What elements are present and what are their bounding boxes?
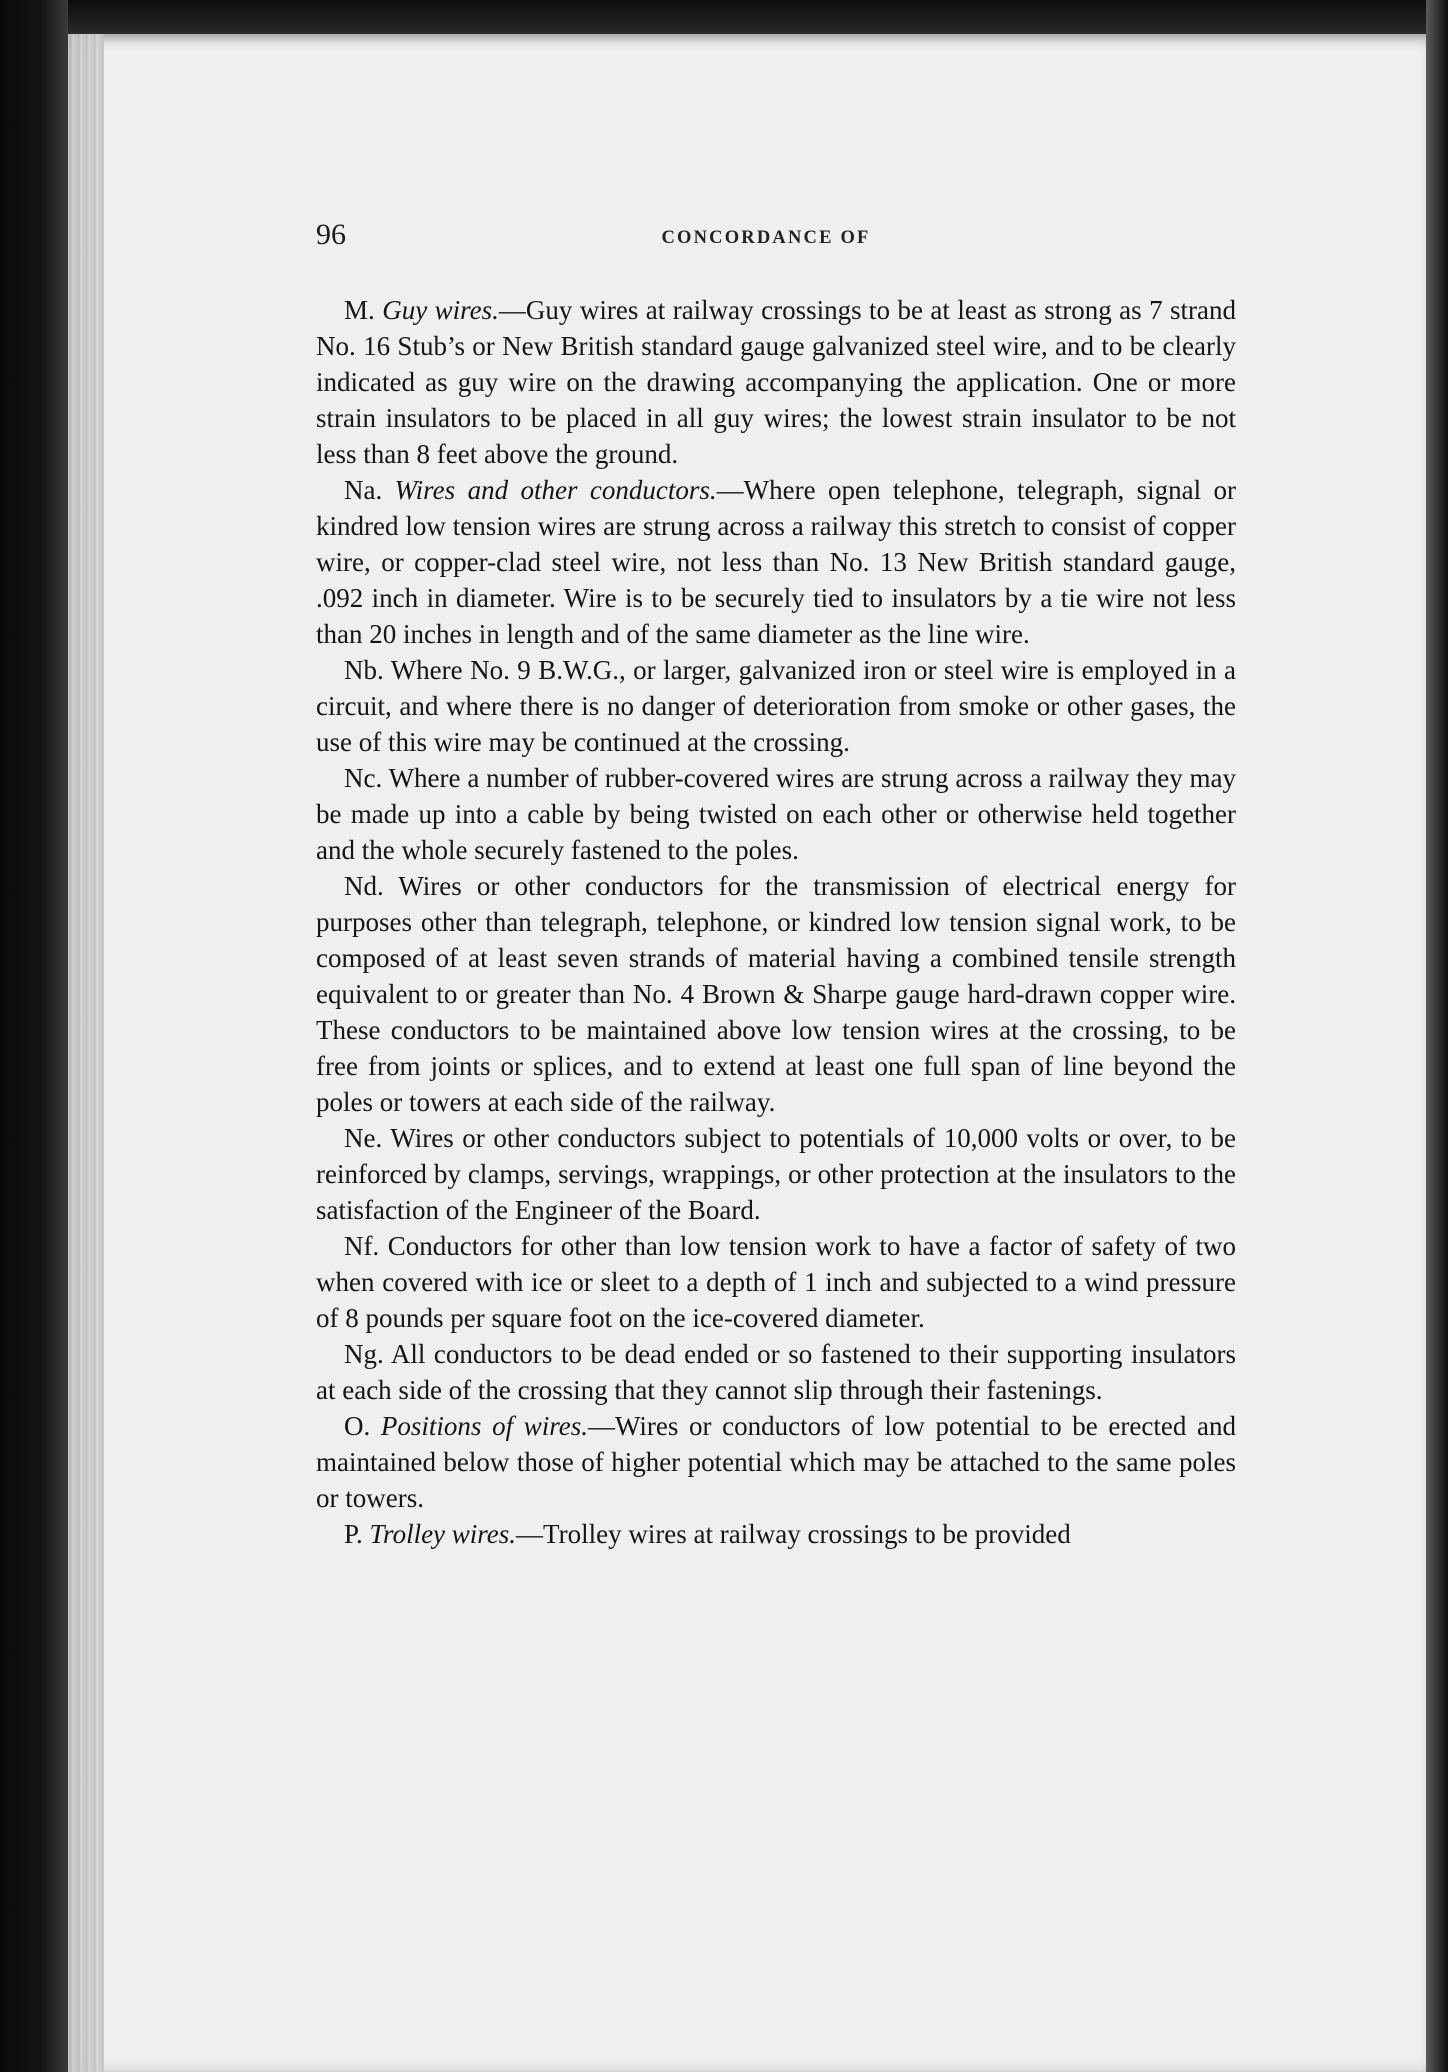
paragraph-text: Where No. 9 B.W.G., or larger, galvanized iron or steel wire is employed in a circuit, and where there is no danger of deterioration from smoke or other gases, the use of this wire may be continued at the crossing. (316, 655, 1236, 757)
paragraph-nd (316, 868, 1236, 1120)
paragraph-p: P. Trolley wires.—Trolley wires at railway crossings to be provided (344, 1519, 1071, 1549)
paragraph-label: Na. (344, 475, 383, 505)
paragraph-nf (316, 1228, 1236, 1336)
scan-border-left (0, 0, 68, 2072)
paragraph-ne (316, 1120, 1236, 1228)
paragraph-heading: Wires and other conductors. (394, 475, 717, 505)
paragraph-label: Nb. (344, 655, 384, 685)
paragraph-label: Nf. (344, 1231, 380, 1261)
paragraph-m: M. Guy wires.—Guy wires at railway crossings to be at least as strong as 7 strand No. 16 Stub’s or New British standard gauge galvanized steel wire, and to be clearly indicated as guy wire on the drawing accompanying the application. One or more strain insulators to be placed in all guy wires; the lowest strain insulator to be not less than 8 feet above the ground. (316, 295, 1237, 469)
paragraph-heading: Trolley wires. (369, 1519, 517, 1549)
scan-border-top (0, 0, 1448, 34)
paragraph-text: Guy wires at railway crossings to be at least as strong as 7 strand No. 16 Stub’s or New British standard gauge galvanized steel wire, and to be clearly indicated as guy wire on the drawing accompanying the application. One or more strain insulators to be placed in all guy wires; the lowest strain insulator to be not less than 8 feet above the ground. (316, 295, 1237, 469)
paragraph-label: O. (344, 1411, 371, 1441)
paragraph-heading: Guy wires. (382, 295, 499, 325)
page-stack-edge (68, 34, 104, 2072)
paragraph-text: Where open telephone, telegraph, signal or kindred low tension wires are strung across a railway this stretch to consist of copper wire, or copper-clad steel wire, not less than No. 13 New British standard gauge, .092 inch in diameter. Wire is to be securely tied to insulators by a tie wire not less than 20 inches in length and of the same diameter as the line wire. (316, 475, 1237, 649)
body-text (316, 292, 1236, 1552)
paragraph-text: Wires or conductors of low potential to be erected and maintained below those of higher potential which may be attached to the same poles or towers. (316, 1411, 1236, 1513)
paragraph-text: Wires or other conductors subject to potentials of 10,000 volts or over, to be reinforced by clamps, servings, wrappings, or other protection at the insulators to the satisfaction of the Engineer of the Board. (316, 1123, 1236, 1225)
paragraph-text: Where a number of rubber-covered wires are strung across a railway they may be made up into a cable by being twisted on each other or otherwise held together and the whole securely fastened to the poles. (316, 763, 1236, 865)
paragraph-nc (316, 760, 1236, 868)
paragraph-o: O. Positions of wires.—Wires or conductors of low potential to be erected and maintained below those of higher potential which may be attached to the same poles or towers. (316, 1411, 1236, 1513)
paragraph-text: Conductors for other than low tension work to have a factor of safety of two when covered with ice or sleet to a depth of 1 inch and subjected to a wind pressure of 8 pounds per square foot on the ice-covered diameter. (316, 1231, 1236, 1333)
running-title: CONCORDANCE OF (661, 228, 871, 248)
paragraph-nb (316, 652, 1236, 760)
paragraph-ng (316, 1336, 1236, 1408)
paragraph-label: M. (344, 295, 375, 325)
paragraph-text: Trolley wires at railway crossings to be provided (543, 1519, 1071, 1549)
paragraph-label: Ng. (344, 1339, 384, 1369)
paragraph-text: All conductors to be dead ended or so fastened to their supporting insulators at each side of the crossing that they cannot slip through their fastenings. (316, 1339, 1236, 1405)
paragraph-label: P. (344, 1519, 363, 1549)
page-number: 96 (316, 218, 346, 251)
scan-border-right (1426, 0, 1448, 2072)
paragraph-heading: Positions of wires. (380, 1411, 588, 1441)
paragraph-label: Ne. (344, 1123, 383, 1153)
paragraph-text: Wires or other conductors for the transmission of electrical energy for purposes other than telegraph, telephone, or kindred low tension signal work, to be composed of at least seven strands of material having a combined tensile strength equivalent to or greater than No. 4 Brown & Sharpe gauge hard-drawn copper wire. These conductors to be maintained above low tension wires at the crossing, to be free from joints or splices, and to extend at least one full span of line beyond the poles or towers at each side of the railway. (316, 871, 1237, 1117)
paragraph-label: Nc. (344, 763, 383, 793)
paragraph-label: Nd. (344, 871, 384, 901)
running-header (316, 218, 1236, 262)
paragraph-na: Na. Wires and other conductors.—Where open telephone, telegraph, signal or kindred low tension wires are strung across a railway this stretch to consist of copper wire, or copper-clad steel wire, not less than No. 13 New British standard gauge, .092 inch in diameter. Wire is to be securely tied to insulators by a tie wire not less than 20 inches in length and of the same diameter as the line wire. (316, 475, 1237, 649)
